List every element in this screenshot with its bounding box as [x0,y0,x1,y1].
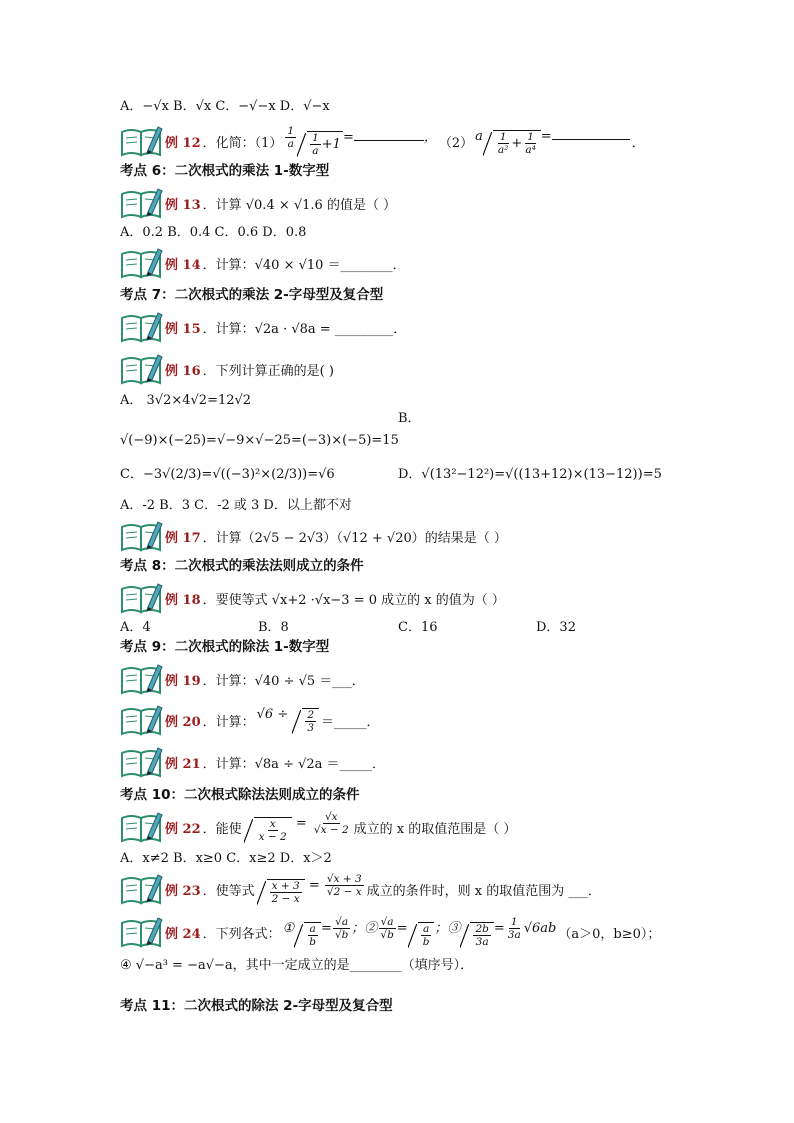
book-pen-icon [120,745,164,779]
example-label: 例 15 [165,321,201,337]
section-heading-10: 考点 10：二次根式除法法则成立的条件 [120,787,360,803]
example-label: 例 21 [165,756,201,772]
section-heading-9: 考点 9：二次根式的除法 1-数字型 [120,639,330,655]
choices-row-3 [120,224,306,242]
option-d-row: D．√(13²−12²)=√((13+12)×(13−12))=5 [398,467,662,482]
choice-c: C．16 [398,620,438,635]
example-prompt-2: 成立的条件时，则 x 的取值范围为 ___． [366,883,601,899]
example-17 [120,519,507,553]
example-label: 例 12 [165,135,201,151]
example-13 [120,186,396,220]
example-text [203,125,645,157]
book-pen-icon [120,186,164,220]
formula-24: ① $\frac{a}{b}$ = $\frac{√a}{√b}$ ；② $\frac{√a}{√b}$ = $\frac{a}{b}$ ；③ $\frac{2b}{3a}$ = $\frac{1}{3a}$ √6ab [282,916,557,948]
choices-text: A．0.2 B．0.4 C．0.6 D．0.8 [120,225,307,240]
example-label: 例 16 [165,363,201,379]
book-pen-icon [120,519,164,553]
example-19 [120,662,365,696]
example-15 [120,310,406,344]
section-heading-7: 考点 7：二次根式的乘法 2-字母型及复合型 [120,287,384,303]
choices-row-1 [120,98,330,116]
section-heading-8: 考点 8：二次根式的乘法法则成立的条件 [120,558,364,574]
example-text: ．计算：√2a · √8a = _________． [202,321,407,337]
example-tail: ． [631,135,645,151]
example-prompt: ．化简：（1） [202,135,283,151]
example-label: 例 13 [165,197,201,213]
example-prompt-2: ＝_____． [321,714,380,730]
book-pen-icon [120,124,164,158]
book-pen-icon [120,246,164,280]
example-prompt-2: （a＞0，b≥0）； [558,926,661,942]
example-label: 例 18 [165,592,201,608]
example-prompt: ．下列各式： [202,926,281,942]
book-pen-icon [120,810,164,844]
example-text: ．计算：√8a ÷ √2a ＝_____． [202,756,386,772]
choices-row-6: A．-2 B．3 C．-2 或 3 D．以上都不对 [120,498,352,513]
example-24 [120,915,660,949]
example-label: 例 24 [165,926,201,942]
example-text: ．要使等式 √x+2 ·√x−3 = 0 成立的 x 的值为（ ） [202,592,505,608]
example-22 [120,810,516,844]
book-pen-icon [120,581,164,615]
choices-text: A．−√x B．√x C．−√−x D．√−x [120,99,330,114]
example-14 [120,246,406,280]
book-pen-icon [120,662,164,696]
option-b-label: B． [398,411,421,426]
formula-12-1: $\frac{1}{a}$ $\frac{1}{a}$ +1 = ， [287,125,437,157]
choice-b: B．8 [258,620,289,635]
option-c-row: C．−3√(2/3)=√((−3)²×(2/3))=√6 [120,467,335,482]
example-12 [120,124,645,158]
example-label: 例 14 [165,257,201,273]
example-18 [120,581,505,615]
choices-row-10: A．x≠2 B．x≥0 C．x≥2 D．x＞2 [120,851,332,866]
option-a-row: A． 3√2×4√2=12√2 [120,393,252,408]
example-label: 例 22 [165,821,201,837]
example-prompt: ．能使 [202,821,242,837]
example-16 [120,352,334,386]
example-text [203,811,517,843]
example-text: ．计算 √0.4 × √1.6 的值是（ ） [202,197,397,213]
book-pen-icon [120,310,164,344]
example-text [203,916,661,948]
example-text: ．计算：√40 ÷ √5 ＝___． [202,673,365,689]
example-prompt-2: 成立的 x 的取值范围是（ ） [353,821,517,837]
example-21 [120,745,385,779]
example-prompt-2: （2） [438,135,474,151]
book-pen-icon [120,352,164,386]
statement-4-row: ④ √−a³ = −a√−a，其中一定成立的是________（填序号）． [120,958,474,973]
formula-23: $\frac{x + 3}{2 - x}$ = $\frac{√x + 3}{√2 - x}$ [257,873,365,905]
formula-20: √6 ÷ $\frac{2}{3}$ [257,707,319,734]
example-text: ．计算（2√5 − 2√3）（√12 + √20）的结果是（ ） [202,530,507,546]
example-text [203,707,380,734]
example-text: ．计算：√40 × √10 ＝________． [202,257,406,273]
example-prompt: ．计算： [202,714,255,730]
example-23 [120,872,601,906]
choice-a: A．4 [120,620,151,635]
example-label: 例 19 [165,673,201,689]
option-b-row: √(−9)×(−25)=√−9×√−25=(−3)×(−5)=15 [120,433,399,448]
book-pen-icon [120,703,164,737]
section-heading-11: 考点 11：二次根式的除法 2-字母型及复合型 [120,998,393,1014]
example-text [203,873,601,905]
example-20 [120,703,380,737]
choice-d: D．32 [536,620,576,635]
book-pen-icon [120,872,164,906]
formula-12-2: a $\frac{1}{\text{a²}}$ + $\frac{1}{\text{a⁴}}$ = [475,127,630,156]
example-text: ．下列计算正确的是( ) [202,363,334,379]
example-label: 例 20 [165,714,201,730]
example-prompt: ．使等式 [202,883,255,899]
section-heading-6: 考点 6：二次根式的乘法 1-数字型 [120,163,330,179]
example-label: 例 23 [165,883,201,899]
example-label: 例 17 [165,530,201,546]
book-pen-icon [120,915,164,949]
formula-22: $\frac{x}{x - 2}$ = $\frac{√x}{√x - 2}$ [244,811,352,843]
